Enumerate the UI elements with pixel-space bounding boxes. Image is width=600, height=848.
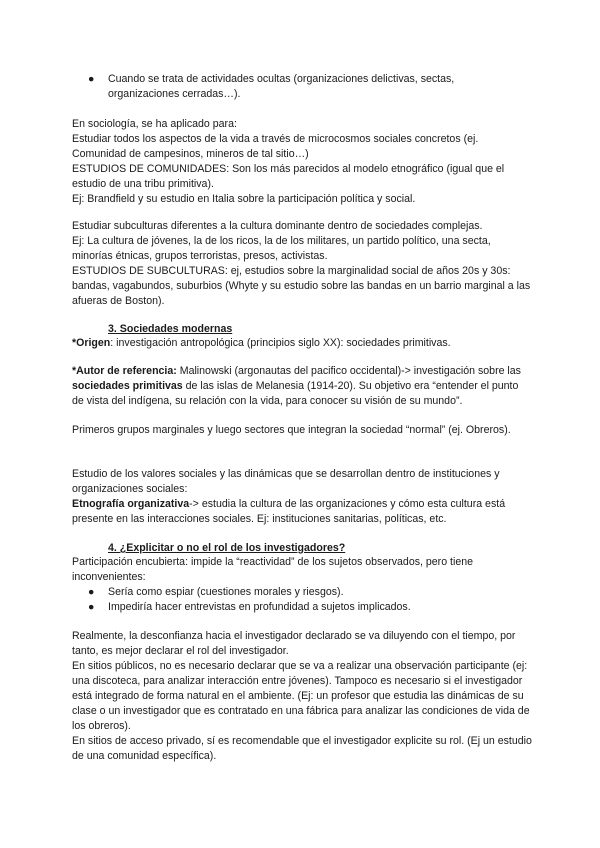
bullet-icon: ● (88, 586, 95, 598)
top-bullet-list (88, 72, 528, 102)
estudio-paragraph: Estudio de los valores sociales y las dinámicas que se desarrollan dentro de instituciones y organizaciones sociales: Etnografía organizativa-> estudia la cultura de las organizaciones y cómo esta cultura está presente en las interacciones sociales. Ej: instituciones sanitarias, políticas, etc. (72, 467, 532, 527)
bullet-icon: ● (88, 73, 95, 85)
autor-paragraph: *Autor de referencia: Malinowski (argonautas del pacifico occidental)-> investigación sobre las sociedades primitivas de las islas de Melanesia (1914-20). Su objetivo era “entender el punto de vista del indígena, su relación con la vida, para conocer su visión de su mundo”. (72, 365, 521, 407)
paragraph-subculturas: Estudiar subculturas diferentes a la cultura dominante dentro de sociedades complejas. Ej: La cultura de jóvenes, la de los ricos, la de los militares, un partido político, una secta, minorías étnicas, grupos terroristas, presos, activistas. ESTUDIOS DE SUBCULTURAS: ej, estudios sobre la marginalidad social de años 20s y 30s: bandas, vagabundos, suburbios (Whyte y su estudio sobre las bandas en un barrio marginal a las afueras de Boston). (72, 220, 531, 307)
privado-paragraph: En sitios de acceso privado, sí es recomendable que el investigador explicite su rol. (Ej un estudio de una comunidad específica). (72, 735, 532, 762)
realmente-paragraph: Realmente, la desconfianza hacia el investigador declarado se va diluyendo con el tiempo, por tanto, es mejor declarar el rol del investigador. En sitios públicos, no es necesario declarar que se va a realizar una observación participante (ej: una discoteca, para analizar interacción entre jóvenes). Tampoco es necesario si el investigador está integrado de forma natural en el ambiente. (Ej: un profesor que estudia las dinámicas de su clase o un investigador que es contratado en una fábrica para analizar las condiciones de vida de los obreros). En sitios de acceso privado, sí es recomendable que el investigador explicite su rol. (Ej un estudio de una comunidad específica). (72, 630, 532, 762)
origen-paragraph: *Origen: investigación antropológica (principios siglo XX): sociedades primitivas. (72, 337, 451, 349)
list-item: ● Sería como espiar (cuestiones morales y riesgos). (88, 586, 344, 598)
list-item: ● Impediría hacer entrevistas en profundidad a sujetos implicados. (88, 601, 411, 613)
grupos-paragraph: Primeros grupos marginales y luego sectores que integran la sociedad “normal” (ej. Obreros). (72, 424, 511, 436)
paragraph-sociologia: En sociología, se ha aplicado para: Estudiar todos los aspectos de la vida a través de microcosmos sociales concretos (ej. Comunidad de campesinos, mineros de tal sitio…) ESTUDIOS DE COMUNIDADES: Son los más parecidos al modelo etnográfico (igual que el estudio de una tribu primitiva). Ej: Brandfield y su estudio en Italia sobre la participación política y social. (72, 118, 505, 205)
section-4-bullet-list (88, 585, 528, 615)
section-3-heading: 3. Sociedades modernas (108, 323, 233, 335)
section-4-heading: 4. ¿Explicitar o no el rol de los investigadores? (108, 542, 346, 554)
bullet-icon: ● (88, 601, 95, 613)
etnografia-paragraph: Etnografía organizativa-> estudia la cultura de las organizaciones y cómo esta cultura está presente en las interacciones sociales. Ej: instituciones sanitarias, políticas, etc. (72, 498, 506, 525)
list-item: ● Cuando se trata de actividades ocultas (organizaciones delictivas, sectas, organizaciones cerradas…). (88, 73, 455, 100)
participacion-paragraph: Participación encubierta: impide la “reactividad” de los sujetos observados, pero tiene inconvenientes: (72, 556, 474, 583)
publicos-paragraph: En sitios públicos, no es necesario declarar que se va a realizar una observación participante (ej: una discoteca, para analizar interacción entre jóvenes). Tampoco es necesario si el investigador está integrado de forma natural en el ambiente. (Ej: un profesor que estudia las dinámicas de su clase o un investigador que es contratado en una fábrica para analizar las condiciones de vida de los obreros). (72, 660, 530, 732)
